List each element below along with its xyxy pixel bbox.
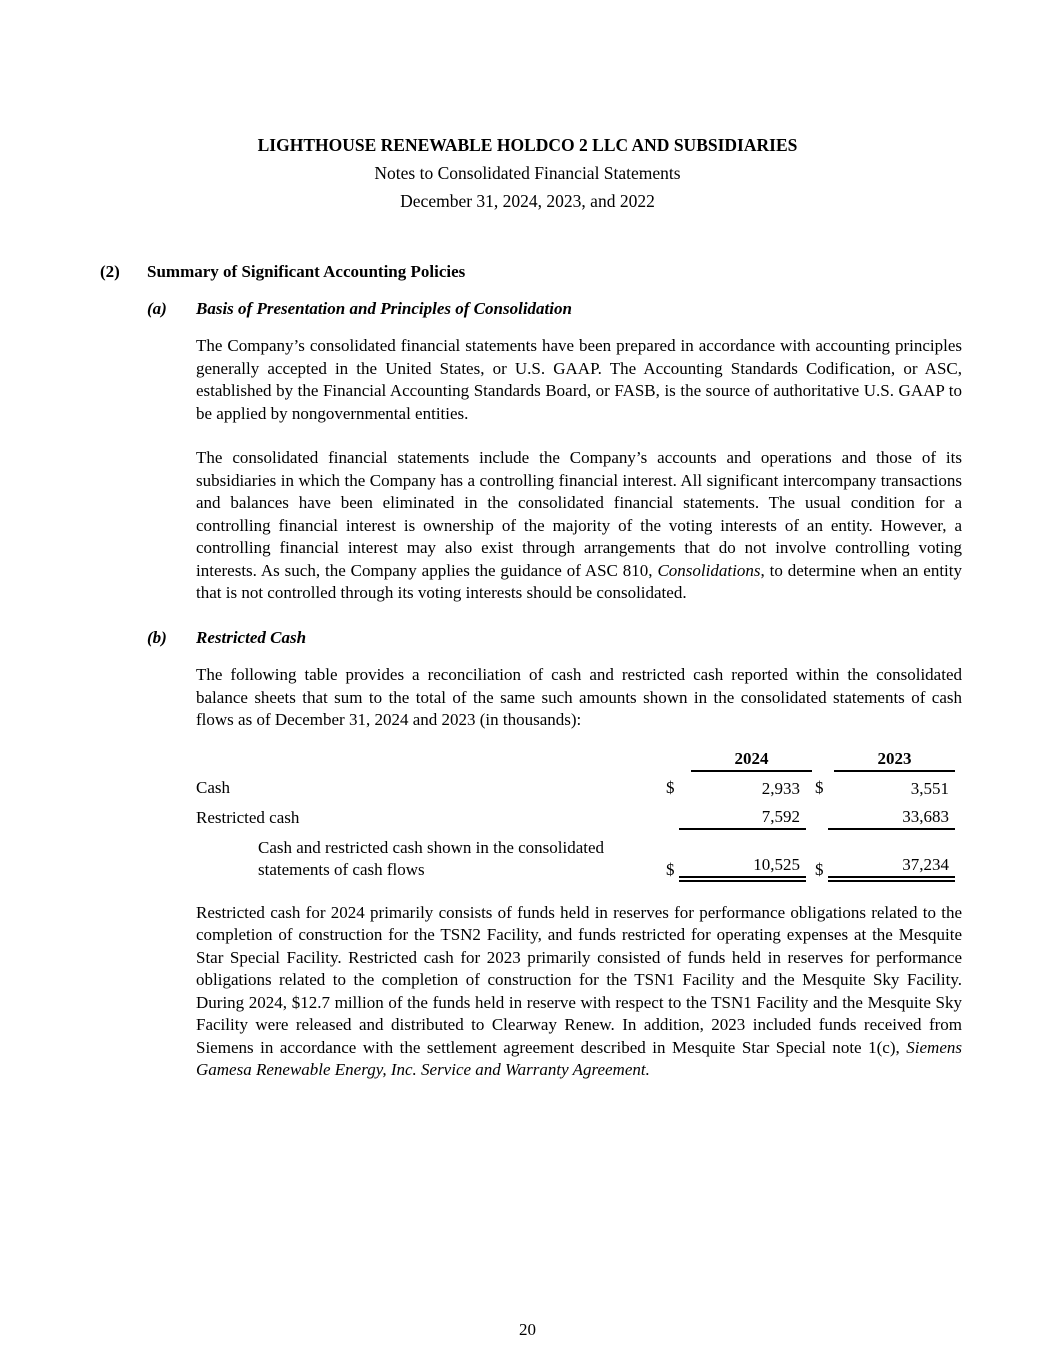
cash-2023-value: 3,551 — [910, 778, 949, 798]
total-2024-value: 10,525 — [679, 852, 806, 882]
table-row-total — [196, 837, 955, 882]
dollar-sign: $ — [815, 778, 824, 797]
table-header-row — [196, 746, 955, 772]
cash-2024-value: 2,933 — [761, 778, 800, 798]
basis-paragraph-2-end: , to determine when an entity that is not controlled through its voting interests should be consolidated. — [196, 560, 963, 602]
subsection-b-title: Restricted Cash — [196, 627, 307, 647]
section-2-heading — [100, 261, 962, 284]
subsection-a-letter: (a) — [147, 298, 167, 318]
restricted-cash-2024-value: 7,592 — [679, 804, 806, 830]
page-number: 20 — [519, 1319, 536, 1339]
row-label-total: Cash and restricted cash shown in the consolidated statements of cash flows — [258, 837, 605, 879]
subsection-a-title: Basis of Presentation and Principles of Consolidation — [196, 298, 572, 318]
asc-810-title-italic: Consolidations — [657, 560, 761, 580]
year-header-2024: 2024 — [691, 746, 812, 772]
document-dateline: December 31, 2024, 2023, and 2022 — [400, 191, 655, 211]
section-2-title: Summary of Significant Accounting Policies — [147, 262, 466, 281]
table-row-cash — [196, 776, 955, 800]
company-title: LIGHTHOUSE RENEWABLE HOLDCO 2 LLC AND SUBSIDIARIES — [257, 135, 798, 155]
dollar-sign: $ — [666, 778, 675, 797]
row-label-cash: Cash — [196, 778, 230, 797]
basis-paragraph-1: The Company’s consolidated financial statements have been prepared in accordance with accounting principles generally accepted in the United States, or U.S. GAAP. The Accounting Standards Codification, or ASC, established by the Financial Accounting Standards Board, or FASB, is the source of authoritative U.S. GAAP to be applied by nongovernmental entities. — [196, 336, 962, 423]
cash-reconciliation-table — [196, 746, 955, 882]
subsection-b-heading — [147, 627, 962, 650]
section-2-number: (2) — [100, 262, 120, 281]
basis-paragraph-2 — [196, 447, 962, 605]
document-subtitle: Notes to Consolidated Financial Statements — [374, 163, 681, 183]
agreement-title-italic: Siemens Gamesa Renewable Energy, Inc. Service and Warranty Agreement. — [196, 1037, 962, 1079]
document-footer — [0, 1319, 1055, 1342]
total-2023-value: 37,234 — [828, 852, 955, 882]
document-header — [0, 0, 1055, 215]
row-label-restricted-cash: Restricted cash — [196, 808, 300, 827]
restricted-cash-intro: The following table provides a reconciliation of cash and restricted cash reported within the consolidated balance sheets that sum to the total of the same such amounts shown in the consolidated statements of cash flows as of December 31, 2024 and 2023 (in thousands): — [196, 665, 962, 729]
subsection-a-heading — [147, 298, 962, 321]
dollar-sign: $ — [815, 860, 824, 879]
basis-paragraph-2-text: The consolidated financial statements include the Company’s accounts and operations and those of its subsidiaries in which the Company has a controlling financial interest. All significant intercompany transactions and balances have been eliminated in the consolidated financial statements. The usual condition for a controlling financial interest is ownership of the majority of the voting interests of an entity. However, a controlling financial interest may also exist through arrangements that do not involve controlling voting interests. As such, the Company applies the guidance of ASC 810, — [196, 448, 962, 580]
dollar-sign: $ — [666, 860, 675, 879]
table-row-restricted-cash — [196, 804, 955, 830]
column-2024 — [678, 746, 812, 772]
subsection-b-letter: (b) — [147, 627, 167, 647]
document-body — [100, 261, 962, 1082]
year-header-2023: 2023 — [834, 746, 955, 772]
restricted-cash-detail-paragraph — [196, 902, 962, 1082]
restricted-cash-2023-value: 33,683 — [828, 804, 955, 830]
column-2023 — [821, 746, 955, 772]
restricted-cash-detail-text: Restricted cash for 2024 primarily consists of funds held in reserves for performance obligations related to the completion of construction for the TSN2 Facility, and funds restricted for operating expenses at the Mesquite Star Special Facility. Restricted cash for 2023 primarily consisted of funds held in reserves for performance obligations related to the completion of construction for the TSN1 Facility and the Mesquite Sky Facility. During 2024, $12.7 million of the funds held in reserve with respect to the TSN1 Facility and the Mesquite Sky Facility were released and distributed to Clearway Renew. In addition, 2023 included funds received from Siemens in accordance with the settlement agreement described in Mesquite Star Special note 1(c), — [196, 902, 962, 1057]
